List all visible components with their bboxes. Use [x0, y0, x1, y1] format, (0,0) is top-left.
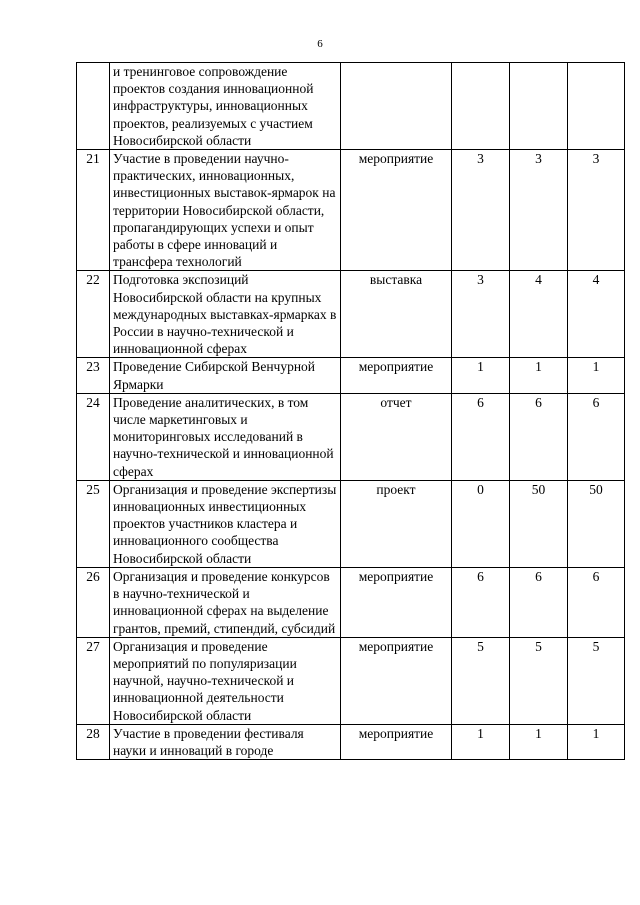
- row-number-cell: 21: [77, 150, 110, 271]
- row-number-cell: 26: [77, 567, 110, 637]
- value-cell-year-2: 50: [510, 480, 568, 567]
- value-cell-year-3: 5: [568, 637, 625, 724]
- activity-name-cell: и тренинговое сопровождение проектов создания инновационной инфраструктуры, инновационных проектов, реализуемых с участием Новосибирской области: [110, 63, 341, 150]
- value-cell-year-1: 6: [452, 393, 510, 480]
- activity-name-cell: Подготовка экспозиций Новосибирской области на крупных международных выставках-ярмарках в России в научно-технической и инновационной сферах: [110, 271, 341, 358]
- unit-cell: мероприятие: [341, 637, 452, 724]
- activity-name-cell: Организация и проведение экспертизы инновационных инвестиционных проектов участников кластера и инновационного сообщества Новосибирской области: [110, 480, 341, 567]
- table-row: [77, 567, 625, 637]
- table-row: [77, 63, 625, 150]
- value-cell-year-2: 1: [510, 724, 568, 759]
- value-cell-year-3: [568, 63, 625, 150]
- value-cell-year-1: 1: [452, 358, 510, 393]
- row-number-cell: 27: [77, 637, 110, 724]
- value-cell-year-2: 1: [510, 358, 568, 393]
- value-cell-year-1: 0: [452, 480, 510, 567]
- row-number-cell: 22: [77, 271, 110, 358]
- value-cell-year-1: 3: [452, 271, 510, 358]
- table-row: [77, 358, 625, 393]
- value-cell-year-3: 1: [568, 358, 625, 393]
- value-cell-year-2: 4: [510, 271, 568, 358]
- row-number-cell: 24: [77, 393, 110, 480]
- activity-name-cell: Проведение Сибирской Венчурной Ярмарки: [110, 358, 341, 393]
- row-number-cell: [77, 63, 110, 150]
- value-cell-year-1: [452, 63, 510, 150]
- activity-name-cell: Участие в проведении фестиваля науки и инноваций в городе: [110, 724, 341, 759]
- value-cell-year-3: 6: [568, 567, 625, 637]
- value-cell-year-1: 6: [452, 567, 510, 637]
- unit-cell: мероприятие: [341, 724, 452, 759]
- activity-name-cell: Проведение аналитических, в том числе маркетинговых и мониторинговых исследований в научно-технической и инновационной сферах: [110, 393, 341, 480]
- value-cell-year-3: 6: [568, 393, 625, 480]
- row-number-cell: 23: [77, 358, 110, 393]
- value-cell-year-2: 6: [510, 393, 568, 480]
- unit-cell: мероприятие: [341, 358, 452, 393]
- unit-cell: мероприятие: [341, 150, 452, 271]
- unit-cell: мероприятие: [341, 567, 452, 637]
- value-cell-year-3: 1: [568, 724, 625, 759]
- value-cell-year-2: 3: [510, 150, 568, 271]
- activity-name-cell: Организация и проведение конкурсов в научно-технической и инновационной сферах на выделение грантов, премий, стипендий, субсидий: [110, 567, 341, 637]
- value-cell-year-3: 50: [568, 480, 625, 567]
- value-cell-year-2: 6: [510, 567, 568, 637]
- unit-cell: проект: [341, 480, 452, 567]
- value-cell-year-1: 3: [452, 150, 510, 271]
- unit-cell: отчет: [341, 393, 452, 480]
- activities-table: [76, 62, 625, 760]
- value-cell-year-1: 1: [452, 724, 510, 759]
- table-row: [77, 271, 625, 358]
- row-number-cell: 25: [77, 480, 110, 567]
- value-cell-year-2: [510, 63, 568, 150]
- page-number: 6: [317, 38, 323, 50]
- value-cell-year-3: 4: [568, 271, 625, 358]
- row-number-cell: 28: [77, 724, 110, 759]
- value-cell-year-1: 5: [452, 637, 510, 724]
- activity-name-cell: Организация и проведение мероприятий по популяризации научной, научно-технической и инновационной деятельности Новосибирской области: [110, 637, 341, 724]
- table-row: [77, 724, 625, 759]
- table-row: [77, 637, 625, 724]
- table-row: [77, 480, 625, 567]
- value-cell-year-2: 5: [510, 637, 568, 724]
- unit-cell: выставка: [341, 271, 452, 358]
- unit-cell: [341, 63, 452, 150]
- activity-name-cell: Участие в проведении научно-практических, инновационных, инвестиционных выставок-ярмарок на территории Новосибирской области, пропагандирующих успехи и опыт работы в сфере инноваций и трансфера технологий: [110, 150, 341, 271]
- table-row: [77, 393, 625, 480]
- table-row: [77, 150, 625, 271]
- value-cell-year-3: 3: [568, 150, 625, 271]
